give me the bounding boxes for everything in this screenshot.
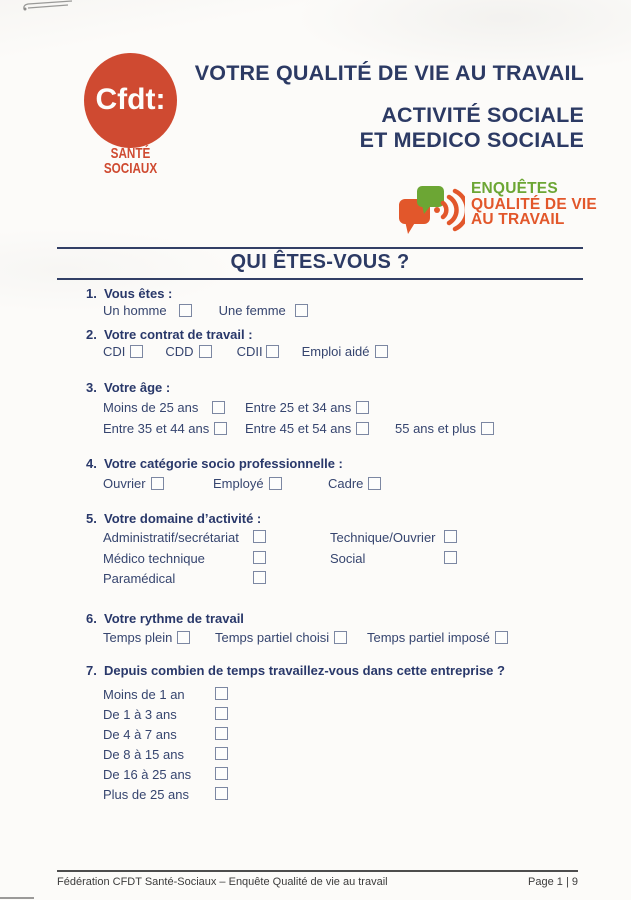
cfdt-logo-subtitle [86, 147, 174, 176]
q7-option-1-3-ans-label: De 1 à 3 ans [103, 707, 177, 722]
q7-option-16-25-ans-label: De 16 à 25 ans [103, 767, 192, 782]
cfdt-logo-text: Cfdt: [95, 82, 166, 116]
q4-cadre-checkbox[interactable] [368, 477, 381, 490]
question-4-number: 4. [86, 456, 97, 471]
q2-cdd-checkbox[interactable] [199, 345, 212, 358]
q4-ouvrier-checkbox[interactable] [151, 477, 164, 490]
staple-scan-artifact [22, 0, 80, 12]
q3-cell [103, 400, 225, 415]
subtitle-line-1: ACTIVITÉ SOCIALE [381, 103, 584, 127]
q3-cell [103, 421, 227, 436]
q5-option-administratif-label: Administratif/secrétariat [103, 530, 239, 545]
q2-option-cdii-label: CDII [236, 344, 263, 359]
q5-option-technique-ouvrier-label: Technique/Ouvrier [330, 530, 436, 545]
q3-35-44-checkbox[interactable] [214, 422, 227, 435]
q5-paramedical-checkbox[interactable] [253, 571, 266, 584]
question-2-options [103, 344, 388, 359]
q5-social-checkbox[interactable] [444, 551, 457, 564]
q6-option-partiel-impose-label: Temps partiel imposé [367, 630, 490, 645]
q7-plus-25-ans-checkbox[interactable] [215, 787, 228, 800]
q2-cdi-checkbox[interactable] [130, 345, 143, 358]
footer-text: Fédération CFDT Santé-Sociaux – Enquête Qualité de vie au travail [57, 876, 388, 888]
q7-option-4-7-ans-label: De 4 à 7 ans [103, 727, 177, 742]
q4-option-ouvrier-label: Ouvrier [103, 476, 146, 491]
q3-option-55-plus-label: 55 ans et plus [395, 421, 476, 436]
q7-option-moins-1-an-label: Moins de 1 an [103, 687, 185, 702]
q1-un-homme-checkbox[interactable] [179, 304, 192, 317]
q7-option-8-15-ans-label: De 8 à 15 ans [103, 747, 184, 762]
q5-option-social-label: Social [330, 551, 366, 566]
q4-cell [103, 476, 164, 491]
q7-moins-1-an-checkbox[interactable] [215, 687, 228, 700]
footer-rule [57, 870, 578, 872]
qvt-logo-line-travail: AU TRAVAIL [471, 211, 565, 228]
q1-option-un-homme-label: Un homme [103, 303, 167, 318]
q7-4-7-ans-checkbox[interactable] [215, 727, 228, 740]
q7-option-plus-25-ans-label: Plus de 25 ans [103, 787, 190, 802]
q5-technique-ouvrier-checkbox[interactable] [444, 530, 457, 543]
q3-cell [245, 400, 369, 415]
q5-option-medico-technique-label: Médico technique [103, 551, 205, 566]
q3-25-34-checkbox[interactable] [356, 401, 369, 414]
q7-1-3-ans-checkbox[interactable] [215, 707, 228, 720]
question-1-label: 1. Vous êtes : [86, 286, 173, 301]
q2-cdii-checkbox[interactable] [266, 345, 279, 358]
q6-option-partiel-choisi-label: Temps partiel choisi [215, 630, 330, 645]
question-2-number: 2. [86, 327, 97, 342]
subtitle-line-2: ET MEDICO SOCIALE [359, 128, 584, 152]
qvt-logo-line-enquetes: ENQUÊTES [471, 180, 558, 197]
section-rule-bottom [57, 278, 583, 280]
q6-partiel-impose-checkbox[interactable] [495, 631, 508, 644]
q3-cell [245, 421, 369, 436]
q6-partiel-choisi-checkbox[interactable] [334, 631, 347, 644]
q3-55-plus-checkbox[interactable] [481, 422, 494, 435]
q5-option-paramedical-label: Paramédical [103, 571, 176, 586]
q4-option-cadre-label: Cadre [328, 476, 364, 491]
q1-une-femme-checkbox[interactable] [295, 304, 308, 317]
qvt-survey-logo [397, 180, 597, 238]
cfdt-subtitle-sante: SANTÉ [110, 145, 151, 162]
q3-option-moins-25-label: Moins de 25 ans [103, 400, 199, 415]
cfdt-logo [84, 53, 177, 148]
q3-option-35-44-label: Entre 35 et 44 ans [103, 421, 210, 436]
q3-45-54-checkbox[interactable] [356, 422, 369, 435]
speech-bubbles-signal-icon [397, 180, 465, 238]
q5-administratif-checkbox[interactable] [253, 530, 266, 543]
question-2-label: 2. Votre contrat de travail : [86, 327, 253, 342]
q7-8-15-ans-checkbox[interactable] [215, 747, 228, 760]
q3-moins-25-checkbox[interactable] [212, 401, 225, 414]
scan-edge-artifact [0, 897, 34, 899]
page-number: Page 1 | 9 [528, 876, 578, 888]
question-3-number: 3. [86, 380, 97, 395]
q6-cell [215, 630, 347, 645]
q2-option-cdi-label: CDI [103, 344, 126, 359]
q6-cell [367, 630, 508, 645]
question-6-number: 6. [86, 611, 97, 626]
q4-cell [213, 476, 282, 491]
section-title: QUI ÊTES-VOUS ? [230, 251, 410, 273]
q3-option-25-34-label: Entre 25 et 34 ans [245, 400, 352, 415]
q2-option-cdd-label: CDD [165, 344, 194, 359]
qvt-logo-text [471, 181, 597, 238]
q1-option-une-femme-label: Une femme [218, 303, 286, 318]
q4-employe-checkbox[interactable] [269, 477, 282, 490]
question-3-label: 3. Votre âge : [86, 380, 171, 395]
q2-emploi-aide-checkbox[interactable] [375, 345, 388, 358]
q6-option-temps-plein-label: Temps plein [103, 630, 173, 645]
main-title: VOTRE QUALITÉ DE VIE AU TRAVAIL [194, 61, 584, 85]
q4-cell [328, 476, 381, 491]
question-1-number: 1. [86, 286, 97, 301]
q6-cell [103, 630, 190, 645]
q2-option-emploi-aide-label: Emploi aidé [301, 344, 370, 359]
q6-temps-plein-checkbox[interactable] [177, 631, 190, 644]
question-7-label: 7. Depuis combien de temps travaillez-vous dans cette entreprise ? [86, 663, 505, 678]
q5-medico-technique-checkbox[interactable] [253, 551, 266, 564]
question-6-label: 6. Votre rythme de travail [86, 611, 244, 626]
q3-option-45-54-label: Entre 45 et 54 ans [245, 421, 352, 436]
question-5-number: 5. [86, 511, 97, 526]
question-1-options [103, 303, 308, 318]
cfdt-subtitle-sociaux: SOCIAUX [103, 159, 158, 177]
q7-16-25-ans-checkbox[interactable] [215, 767, 228, 780]
qvt-logo-line-qualite: QUALITÉ DE VIE [471, 195, 597, 213]
q3-cell [395, 421, 494, 436]
q4-option-employe-label: Employé [213, 476, 264, 491]
section-rule-top [57, 247, 583, 249]
document-title [195, 60, 584, 153]
question-4-label: 4. Votre catégorie socio professionnelle : [86, 456, 343, 471]
question-7-number: 7. [86, 663, 97, 678]
question-5-label: 5. Votre domaine d’activité : [86, 511, 262, 526]
